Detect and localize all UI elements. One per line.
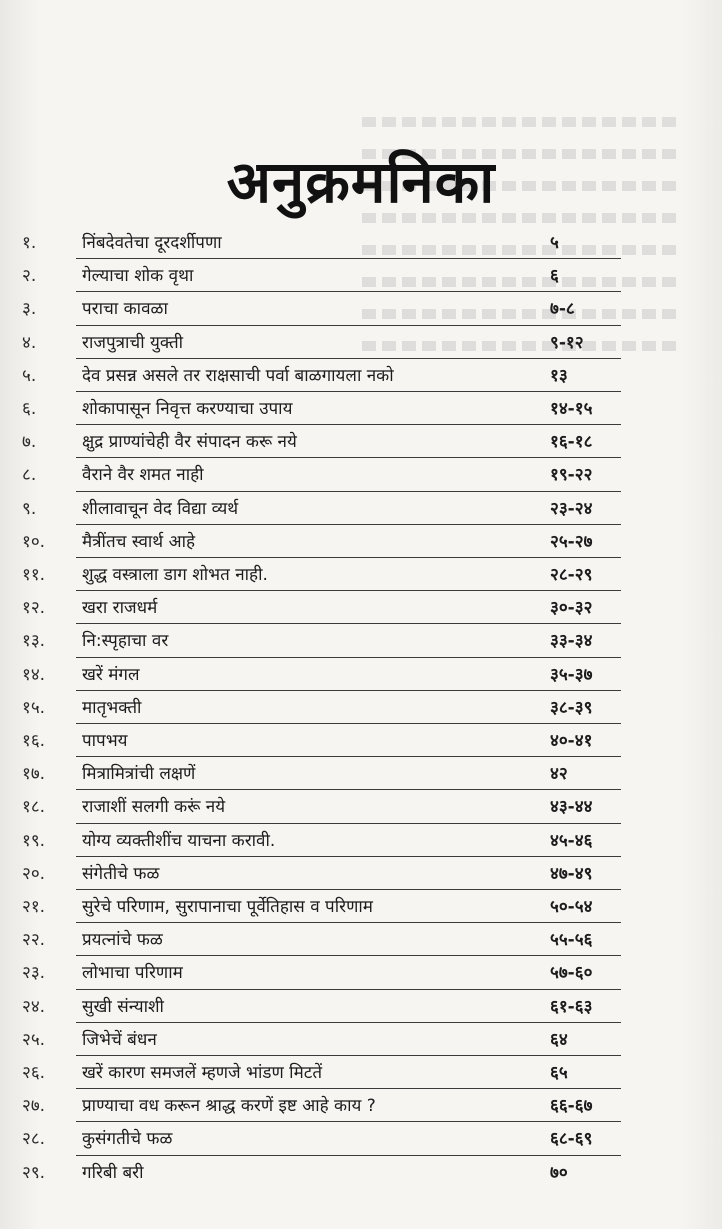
toc-row — [0, 1023, 722, 1057]
toc-row — [0, 259, 722, 293]
toc-page-range: ६ — [550, 266, 559, 287]
toc-page-range: १६-१८ — [550, 432, 593, 453]
toc-number: ८. — [22, 465, 37, 486]
toc-entry-title: मैत्रींतच स्वार्थ आहे — [82, 531, 195, 552]
toc-number: २४. — [22, 996, 46, 1017]
toc-number: २०. — [22, 863, 46, 884]
toc-row — [0, 226, 722, 260]
toc-page-range: ३५-३७ — [550, 664, 593, 685]
toc-row — [0, 658, 722, 692]
toc-number: १५. — [22, 697, 46, 718]
toc-entry-title: सुरेचे परिणाम, सुरापानाचा पूर्वेतिहास व परिणाम — [82, 897, 373, 917]
toc-number: ४. — [22, 332, 37, 353]
toc-page-range: ४३-४४ — [550, 797, 593, 818]
toc-page-range: १३ — [550, 365, 568, 386]
toc-row — [0, 824, 722, 858]
toc-number: १३. — [22, 631, 46, 652]
toc-page-range: १९-२२ — [550, 465, 593, 486]
toc-number: ५. — [22, 365, 37, 386]
toc-row — [0, 724, 722, 758]
toc-entry-title: संगेतीचे फळ — [82, 863, 160, 884]
toc-row — [0, 359, 722, 393]
toc-entry-title: राजाशीं सलगी करूं नये — [82, 797, 226, 818]
toc-number: २९. — [22, 1162, 46, 1183]
toc-number: २. — [22, 266, 37, 287]
toc-row — [0, 956, 722, 990]
toc-entry-title: पराचा कावळा — [82, 299, 168, 320]
toc-number: १२. — [22, 598, 46, 619]
toc-entry-title: गरिबी बरी — [82, 1162, 144, 1183]
toc-number: ७. — [22, 432, 37, 453]
toc-page-range: ६१-६३ — [550, 996, 593, 1017]
toc-row — [0, 558, 722, 592]
toc-entry-title: सुखी संन्याशी — [82, 996, 164, 1017]
toc-number: ११. — [22, 565, 46, 585]
toc-row — [0, 392, 722, 426]
toc-page-range: ६५ — [550, 1063, 568, 1083]
toc-entry-title: नि:स्पृहाचा वर — [82, 631, 169, 652]
toc-number: १०. — [22, 531, 46, 552]
toc-row — [0, 857, 722, 891]
toc-page-range: ७-८ — [550, 299, 575, 320]
toc-row — [0, 624, 722, 658]
toc-page-range: ३३-३४ — [550, 631, 593, 652]
toc-number: ९. — [22, 498, 37, 519]
toc-number: १९. — [22, 830, 46, 851]
toc-row — [0, 525, 722, 559]
toc-entry-title: क्षुद्र प्राण्यांचेही वैर संपादन करू नये — [82, 432, 297, 453]
toc-number: २२. — [22, 930, 46, 951]
toc-page-range: २५-२७ — [550, 531, 593, 552]
toc-page-range: ४२ — [550, 764, 568, 785]
toc-number: ३. — [22, 299, 37, 320]
toc-page-range: ६६-६७ — [550, 1096, 593, 1117]
toc-number: २७. — [22, 1096, 46, 1117]
toc-entry-title: मित्रामित्रांची लक्षणें — [82, 764, 196, 785]
toc-row — [0, 1122, 722, 1156]
toc-entry-title: शीलावाचून वेद विद्या व्यर्थ — [82, 498, 239, 519]
toc-row — [0, 923, 722, 957]
toc-page-range: ४०-४१ — [550, 731, 593, 751]
toc-row — [0, 890, 722, 924]
toc-entry-title: लोभाचा परिणाम — [82, 963, 183, 984]
toc-row — [0, 1056, 722, 1090]
toc-row — [0, 790, 722, 824]
toc-number: १६. — [22, 731, 46, 751]
toc-page-range: ५०-५४ — [550, 897, 593, 917]
toc-page-range: ७० — [550, 1162, 568, 1183]
toc-number: २६. — [22, 1063, 46, 1083]
toc-number: ६. — [22, 399, 37, 419]
toc-entry-title: शुद्ध वस्त्राला डाग शोभत नाही. — [82, 565, 268, 585]
toc-page-range: ९-१२ — [550, 332, 584, 353]
toc-page-range: ५५-५६ — [550, 930, 593, 951]
toc-number: २८. — [22, 1129, 46, 1150]
toc-page-range: २८-२९ — [550, 565, 593, 585]
toc-page-range: ४७-४९ — [550, 863, 593, 884]
toc-page-range: १४-१५ — [550, 399, 593, 419]
page-title: अनुक्रमनिका — [226, 148, 496, 216]
toc-number: १८. — [22, 797, 46, 818]
toc-page-range: ३०-३२ — [550, 598, 593, 619]
toc-row — [0, 326, 722, 360]
toc-page-range: २३-२४ — [550, 498, 593, 519]
toc-row — [0, 990, 722, 1024]
toc-entry-title: खरा राजधर्म — [82, 598, 158, 619]
toc-entry-title: शोकापासून निवृत्त करण्याचा उपाय — [82, 399, 293, 419]
toc-entry-title: पापभय — [82, 731, 128, 751]
toc-entry-title: कुसंगतीचे फळ — [82, 1129, 173, 1150]
toc-entry-title: राजपुत्राची युक्ती — [82, 332, 184, 353]
toc-number: २५. — [22, 1029, 46, 1050]
toc-page-range: ६४ — [550, 1029, 568, 1050]
toc-row — [0, 757, 722, 791]
toc-number: २३. — [22, 963, 46, 984]
toc-row — [0, 1156, 722, 1190]
toc-entry-title: देव प्रसन्न असले तर राक्षसाची पर्वा बाळगायला नको — [82, 365, 394, 386]
toc-entry-title: जिभेचें बंधन — [82, 1029, 157, 1050]
toc-entry-title: प्रयत्नांचे फळ — [82, 930, 163, 951]
toc-entry-title: खरें मंगल — [82, 664, 140, 685]
toc-page-range: ५७-६० — [550, 963, 593, 984]
toc-entry-title: वैराने वैर शमत नाही — [82, 465, 204, 486]
toc-row — [0, 492, 722, 526]
toc-row — [0, 591, 722, 625]
toc-page-range: ६८-६९ — [550, 1129, 593, 1150]
toc-row — [0, 1089, 722, 1123]
toc-entry-title: निंबदेवतेचा दूरदर्शीपणा — [82, 233, 222, 253]
toc-row — [0, 458, 722, 492]
toc-entry-title: प्राण्याचा वध करून श्राद्ध करणें इष्ट आहे काय ? — [82, 1096, 376, 1117]
toc-entry-title: गेल्याचा शोक वृथा — [82, 266, 194, 287]
toc-number: २१. — [22, 897, 46, 917]
toc-entry-title: खरें कारण समजलें म्हणजे भांडण मिटतें — [82, 1063, 323, 1083]
toc-page-range: ४५-४६ — [550, 830, 593, 851]
toc-entry-title: मातृभक्ती — [82, 697, 142, 718]
toc-row — [0, 691, 722, 725]
toc-number: १४. — [22, 664, 46, 685]
toc-row — [0, 425, 722, 459]
toc-number: १७. — [22, 764, 46, 785]
toc-page-range: ५ — [550, 233, 559, 253]
bleed-line — [362, 117, 682, 127]
toc-number: १. — [22, 233, 37, 253]
toc-entry-title: योग्य व्यक्तीशींच याचना करावी. — [82, 830, 276, 851]
toc-page-range: ३८-३९ — [550, 697, 593, 718]
toc-row — [0, 292, 722, 326]
